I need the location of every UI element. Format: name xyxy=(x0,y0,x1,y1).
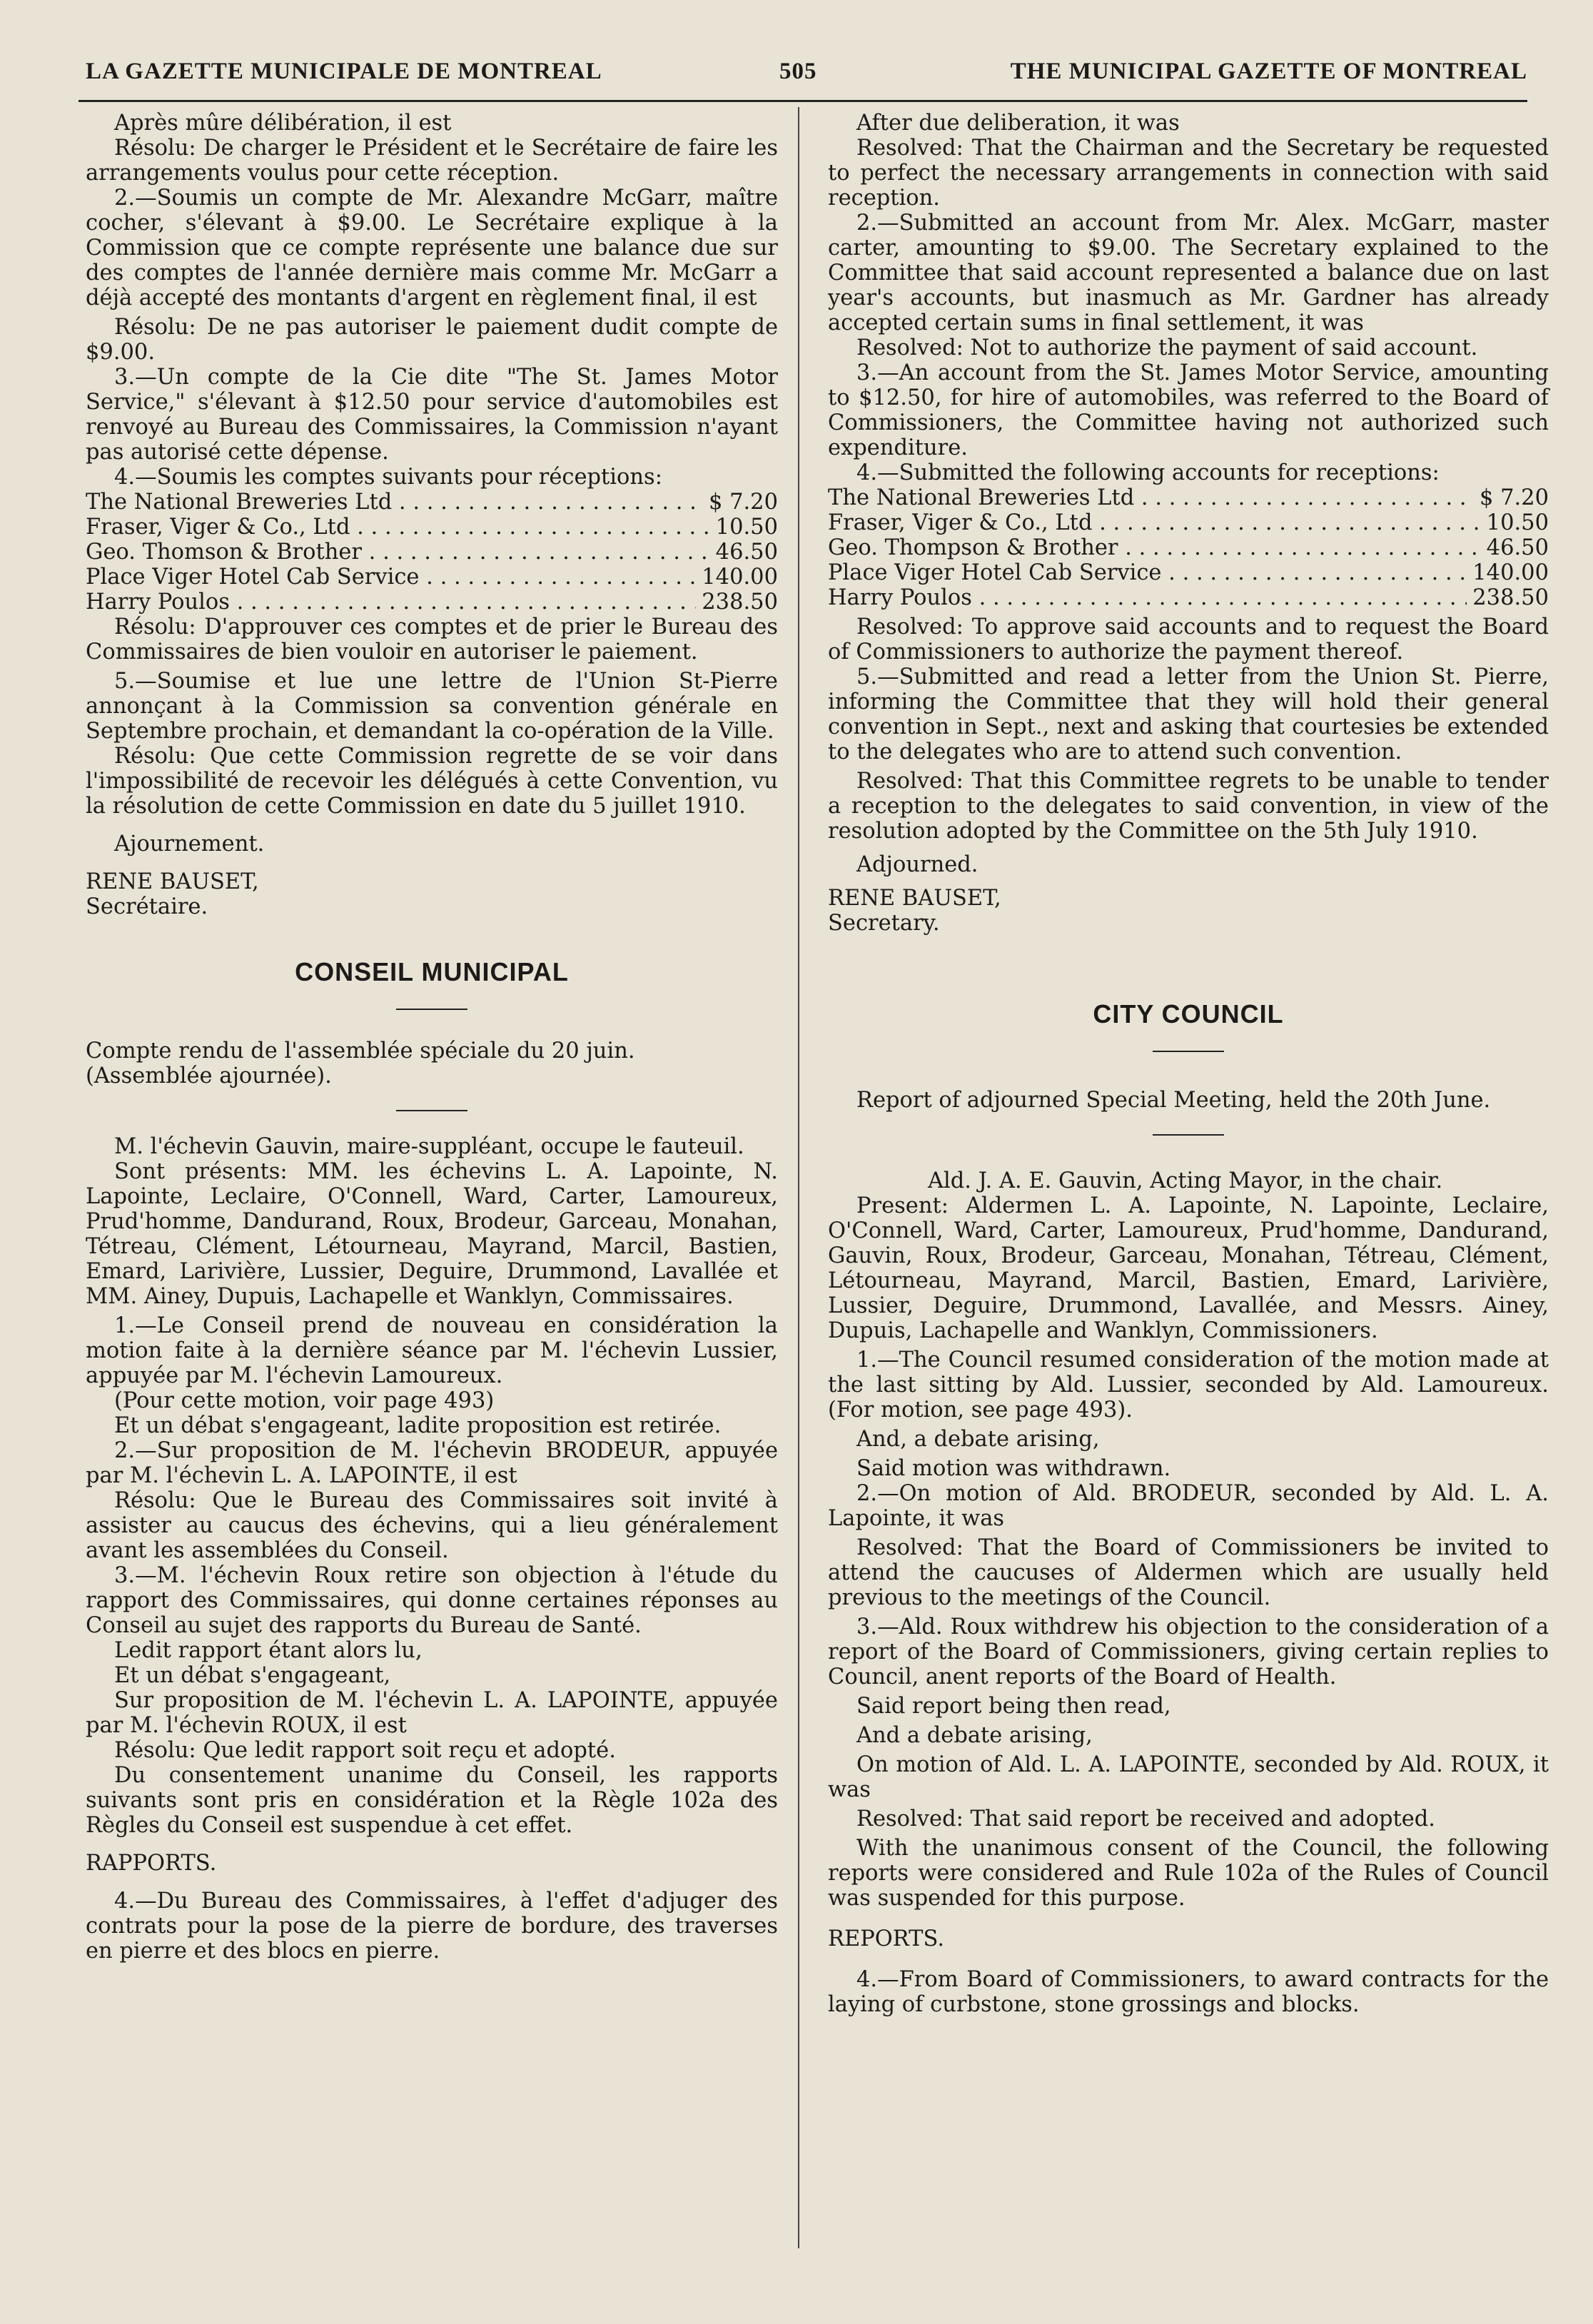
account-name: Place Viger Hotel Cab Service . . . xyxy=(86,565,696,590)
paragraph: 2.—Submitted an account from Mr. Alex. McGarr, master carter, amounting to $9.00. The Secretary explained to the Committee that said account represented a balance due on last year's accounts, but inasmuch as Mr. Gardner has already accepted certain sums in final settlement, it was xyxy=(828,211,1549,335)
paragraph: Résolu: D'approuver ces comptes et de prier le Bureau des Commissaires de bien vouloir en autoriser le paiement. xyxy=(86,615,778,665)
account-row xyxy=(86,565,778,590)
header-french-title: LA GAZETTE MUNICIPALE DE MONTREAL xyxy=(86,59,602,84)
account-row xyxy=(828,585,1549,610)
accounts-list xyxy=(86,490,778,615)
paragraph: And a debate arising, xyxy=(856,1723,1093,1748)
paragraph: Ledit rapport étant alors lu, xyxy=(114,1638,423,1663)
account-amount: $ 7.20 xyxy=(708,490,778,515)
paragraph: Resolved: Not to authorize the payment of said account. xyxy=(856,335,1478,360)
account-name: The National Breweries Ltd . . . xyxy=(828,485,1474,510)
french-column xyxy=(86,111,778,1964)
paragraph: 4.—Submitted the following accounts for receptions: xyxy=(856,460,1440,485)
section-heading: CITY COUNCIL xyxy=(1093,999,1284,1029)
page-number: 505 xyxy=(779,59,817,84)
paragraph: 2.—Soumis un compte de Mr. Alexandre McGarr, maître cocher, s'élevant à $9.00. Le Secrétaire explique à la Commission que ce compte représente une balance due sur des comptes de l'année dernière mais comme Mr. McGarr a déjà accepté des montants d'argent en règlement final, il est xyxy=(86,186,778,310)
paragraph: Et un débat s'engageant, xyxy=(114,1663,391,1688)
paragraph: Sur proposition de M. l'échevin L. A. LAPOINTE, appuyée par M. l'échevin ROUX, il est xyxy=(86,1688,778,1738)
page-header xyxy=(79,51,1527,94)
paragraph: After due deliberation, it was xyxy=(856,111,1180,136)
account-amount: 46.50 xyxy=(715,540,778,565)
paragraph: 5.—Submitted and read a letter from the Union St. Pierre, informing the Committee that they will hold their general convention in Sept., next and asking that courtesies be extended to the delegates who are to attend such convention. xyxy=(828,665,1549,764)
account-amount: 10.50 xyxy=(1486,510,1549,535)
paragraph: Resolved: That the Chairman and the Secretary be requested to perfect the necessary arrangements in connection with said reception. xyxy=(828,136,1549,211)
section-rule xyxy=(396,1009,467,1010)
account-name: Fraser, Viger & Co., Ltd . . . xyxy=(828,510,1481,535)
signature-title: Secrétaire. xyxy=(86,894,208,919)
paragraph: 4.—Soumis les comptes suivants pour réceptions: xyxy=(114,465,662,490)
signature-name: RENE BAUSET, xyxy=(86,869,259,894)
paragraph: Résolu: De ne pas autoriser le paiement dudit compte de $9.00. xyxy=(86,315,778,365)
account-name: Harry Poulos . . . xyxy=(828,585,1467,610)
account-amount: 238.50 xyxy=(702,590,778,615)
column-divider xyxy=(798,107,799,2248)
account-row xyxy=(828,535,1549,560)
paragraph: 3.—Ald. Roux withdrew his objection to the consideration of a report of the Board of Commissioners, giving certain replies to Council, anent reports of the Board of Health. xyxy=(828,1615,1549,1689)
report-rule xyxy=(396,1110,467,1111)
paragraph: And, a debate arising, xyxy=(856,1427,1100,1452)
account-amount: 238.50 xyxy=(1472,585,1549,610)
paragraph: Resolved: That this Committee regrets to be unable to tender a reception to the delegates to said convention, in view of the resolution adopted by the Committee on the 5th July 1910. xyxy=(828,769,1549,844)
account-row xyxy=(828,560,1549,585)
paragraph: Sont présents: MM. les échevins L. A. Lapointe, N. Lapointe, Leclaire, O'Connell, Ward, Carter, Lamoureux, Prud'homme, Dandurand, Roux, Brodeur, Garceau, Monahan, Tétreau, Clément, Létourneau, Mayrand, Marcil, Bastien, Emard, Larivière, Lussier, Deguire, Drummond, Lavallée et MM. Ainey, Dupuis, Lachapelle et Wanklyn, Commissaires. xyxy=(86,1159,778,1309)
header-rule xyxy=(79,100,1527,102)
adjournment: Adjourned. xyxy=(856,852,978,877)
section-heading: CONSEIL MUNICIPAL xyxy=(295,957,569,986)
account-amount: 140.00 xyxy=(1472,560,1549,585)
account-name: Geo. Thomson & Brother . . . xyxy=(86,540,710,565)
account-row xyxy=(86,515,778,540)
account-amount: 140.00 xyxy=(702,565,778,590)
account-amount: 10.50 xyxy=(715,515,778,540)
paragraph: 2.—Sur proposition de M. l'échevin BRODEUR, appuyée par M. l'échevin L. A. LAPOINTE, il est xyxy=(86,1438,778,1488)
report-subtitle: (Assemblée ajournée). xyxy=(86,1064,332,1088)
english-column xyxy=(828,111,1549,2017)
header-english-title: THE MUNICIPAL GAZETTE OF MONTREAL xyxy=(1010,59,1527,84)
paragraph: 1.—The Council resumed consideration of the motion made at the last sitting by Ald. Lussier, seconded by Ald. Lamoureux. (For motion, see page 493). xyxy=(828,1348,1549,1423)
accounts-list xyxy=(828,485,1549,610)
report-title: Report of adjourned Special Meeting, held the 20th June. xyxy=(856,1088,1491,1113)
paragraph: Present: Aldermen L. A. Lapointe, N. Lapointe, Leclaire, O'Connell, Ward, Carter, Lamoureux, Prud'homme, Dandurand, Gauvin, Roux, Brodeur, Garceau, Monahan, Tétreau, Clément, Létourneau, Mayrand, Marcil, Bastien, Emard, Larivière, Lussier, Deguire, Drummond, Lavallée, and Messrs. Ainey, Dupuis, Lachapelle and Wanklyn, Commissioners. xyxy=(828,1193,1549,1343)
signature-name: RENE BAUSET, xyxy=(828,886,1001,911)
account-name: Geo. Thompson & Brother . . . xyxy=(828,535,1481,560)
paragraph: Said report being then read, xyxy=(856,1694,1171,1719)
paragraph: M. l'échevin Gauvin, maire-suppléant, occupe le fauteuil. xyxy=(114,1134,744,1159)
paragraph: Ald. J. A. E. Gauvin, Acting Mayor, in the chair. xyxy=(928,1168,1443,1193)
paragraph: 4.—From Board of Commissioners, to award contracts for the laying of curbstone, stone grossings and blocks. xyxy=(828,1967,1549,2017)
paragraph: Said motion was withdrawn. xyxy=(856,1456,1171,1481)
account-name: Fraser, Viger & Co., Ltd . . . xyxy=(86,515,710,540)
account-row xyxy=(828,485,1549,510)
paragraph: Resolved: To approve said accounts and to request the Board of Commissioners to authorize the payment thereof. xyxy=(828,615,1549,665)
section-rule xyxy=(1153,1051,1224,1052)
paragraph: Resolved: That said report be received and adopted. xyxy=(856,1807,1435,1832)
paragraph: 3.—An account from the St. James Motor Service, amounting to $12.50, for hire of automobiles, was referred to the Board of Commissioners, the Committee having not authorized such expenditure. xyxy=(828,360,1549,460)
paragraph: Résolu: Que le Bureau des Commissaires soit invité à assister au caucus des échevins, qui a lieu généralement avant les assemblées du Conseil. xyxy=(86,1488,778,1563)
paragraph: (Pour cette motion, voir page 493) xyxy=(114,1388,495,1413)
account-name: Place Viger Hotel Cab Service . . . xyxy=(828,560,1467,585)
account-row xyxy=(86,490,778,515)
paragraph: 1.—Le Conseil prend de nouveau en considération la motion faite à la dernière séance par M. l'échevin Lussier, appuyée par M. l'échevin Lamoureux. xyxy=(86,1313,778,1388)
account-row xyxy=(86,590,778,615)
account-row xyxy=(828,510,1549,535)
report-rule xyxy=(1153,1134,1224,1136)
paragraph: 2.—On motion of Ald. BRODEUR, seconded by Ald. L. A. Lapointe, it was xyxy=(828,1481,1549,1531)
paragraph: 3.—M. l'échevin Roux retire son objection à l'étude du rapport des Commissaires, qui donne certaines réponses au Conseil au sujet des rapports du Bureau de Santé. xyxy=(86,1563,778,1638)
paragraph: Résolu: De charger le Président et le Secrétaire de faire les arrangements voulus pour cette réception. xyxy=(86,136,778,186)
paragraph: 5.—Soumise et lue une lettre de l'Union St-Pierre annonçant à la Commission sa convention générale en Septembre prochain, et demandant la co-opération de la Ville. xyxy=(86,669,778,744)
account-amount: 46.50 xyxy=(1486,535,1549,560)
paragraph: Résolu: Que ledit rapport soit reçu et adopté. xyxy=(114,1738,616,1763)
account-row xyxy=(86,540,778,565)
paragraph: 4.—Du Bureau des Commissaires, à l'effet d'adjuger des contrats pour la pose de la pierre de bordure, des traverses en pierre et des blocs en pierre. xyxy=(86,1889,778,1964)
paragraph: With the unanimous consent of the Council, the following reports were considered and Rule 102a of the Rules of Council was suspended for this purpose. xyxy=(828,1836,1549,1911)
paragraph: Du consentement unanime du Conseil, les rapports suivants sont pris en considération et la Règle 102a des Règles du Conseil est suspendue à cet effet. xyxy=(86,1763,778,1838)
account-amount: $ 7.20 xyxy=(1479,485,1549,510)
reports-heading: RAPPORTS. xyxy=(86,1851,217,1876)
paragraph: On motion of Ald. L. A. LAPOINTE, seconded by Ald. ROUX, it was xyxy=(828,1752,1549,1802)
signature-title: Secretary. xyxy=(828,911,940,936)
paragraph: 3.—Un compte de la Cie dite "The St. James Motor Service," s'élevant à $12.50 pour service d'automobiles est renvoyé au Bureau des Commissaires, la Commission n'ayant pas autorisé cette dépense. xyxy=(86,365,778,465)
paragraph: Résolu: Que cette Commission regrette de se voir dans l'impossibilité de recevoir les délégués à cette Convention, vu la résolution de cette Commission en date du 5 juillet 1910. xyxy=(86,744,778,819)
account-name: The National Breweries Ltd . . . xyxy=(86,490,703,515)
paragraph: Et un débat s'engageant, ladite proposition est retirée. xyxy=(114,1413,722,1438)
adjournment: Ajournement. xyxy=(114,832,265,857)
account-name: Harry Poulos . . . xyxy=(86,590,696,615)
paragraph: Après mûre délibération, il est xyxy=(114,111,452,136)
reports-heading: REPORTS. xyxy=(828,1926,945,1951)
report-title: Compte rendu de l'assemblée spéciale du 20 juin. xyxy=(86,1039,635,1064)
paragraph: Resolved: That the Board of Commissioners be invited to attend the caucuses of Aldermen which are usually held previous to the meetings of the Council. xyxy=(828,1535,1549,1610)
